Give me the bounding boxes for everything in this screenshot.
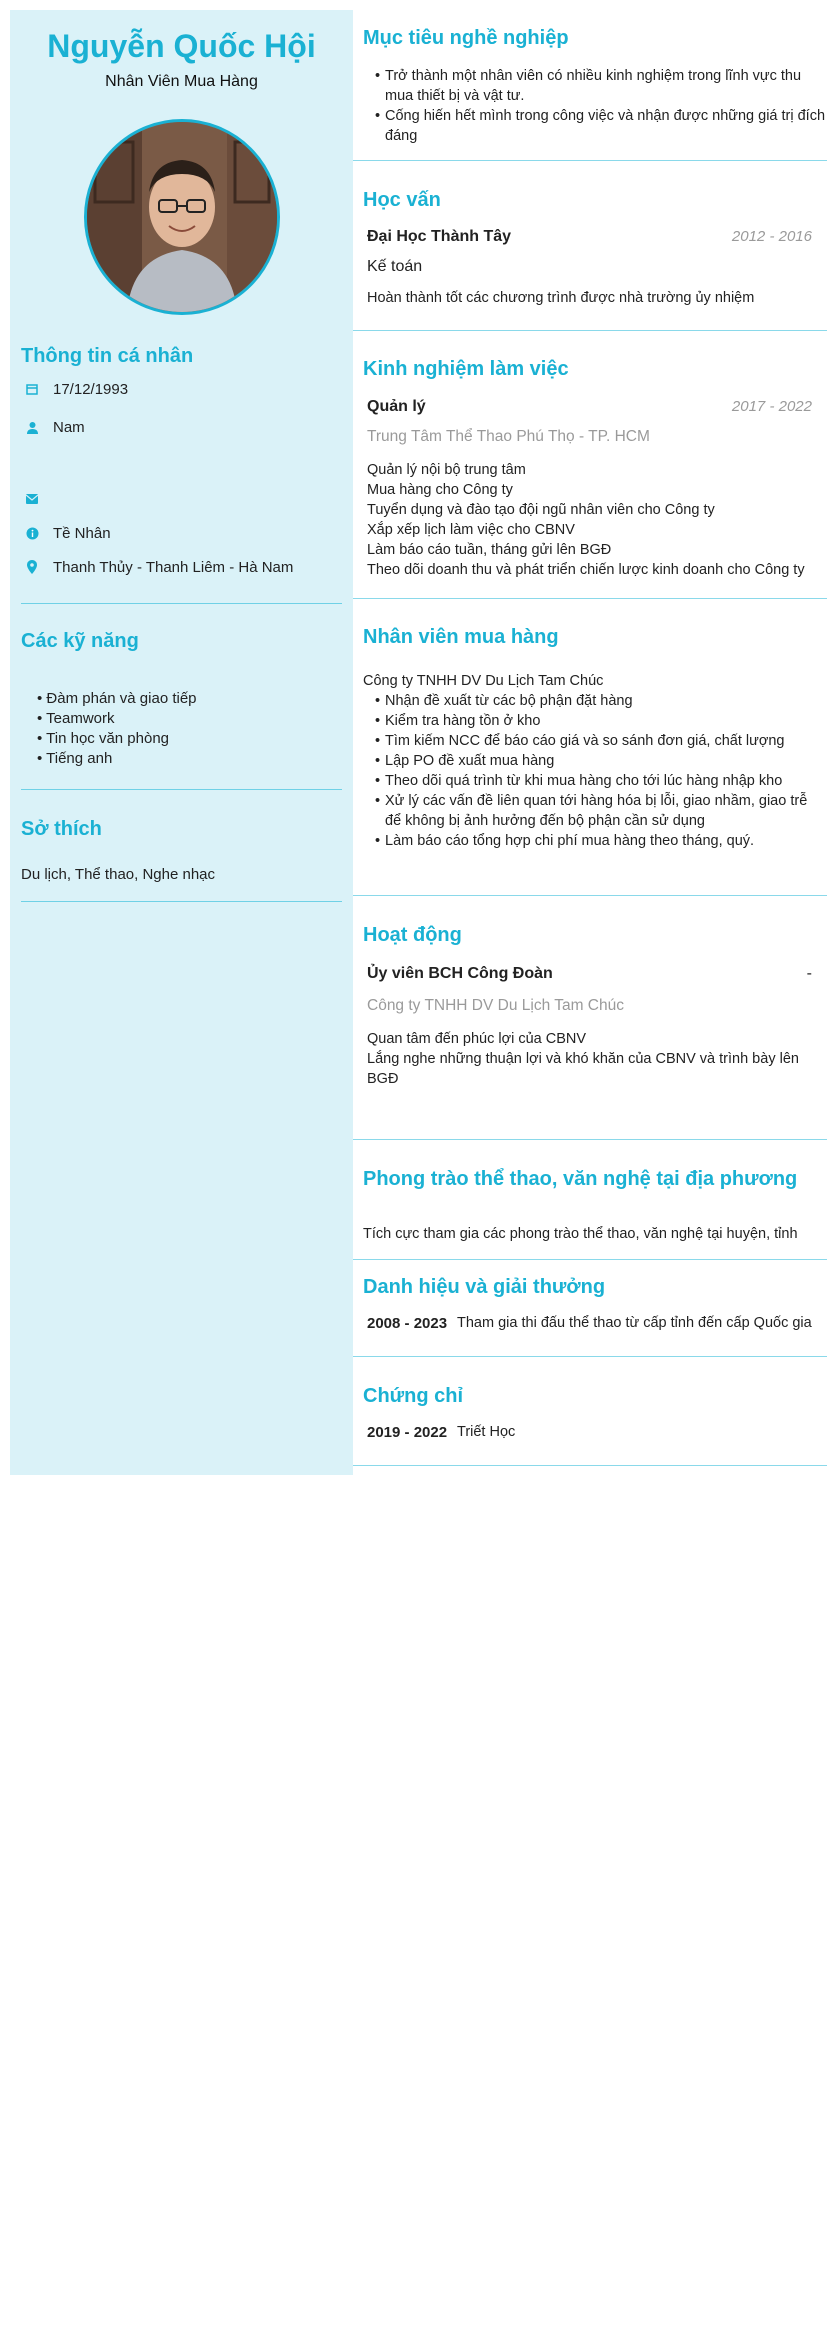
skill-item: • Đàm phán và giao tiếp [37,689,342,709]
gender-value: Nam [53,418,85,436]
purchasing-item: • Tìm kiếm NCC để báo cáo giá và so sánh đơn giá, chất lượng [375,731,827,751]
calendar-icon [25,382,39,396]
purchasing-company: Công ty TNHH DV Du Lịch Tam Chúc [363,673,604,689]
education-heading: Học vấn [363,189,441,211]
activity-desc: Quan tâm đến phúc lợi của CBNV Lắng nghe những thuận lợi và khó khăn của CBNV và trình bày lên BGĐ [367,1031,799,1087]
main-content [353,10,827,1466]
religion-row [21,516,342,550]
purchasing-item: • Làm báo cáo tổng hợp chi phí mua hàng theo tháng, quý. [375,831,827,851]
school-name: Đại Học Thành Tây [367,228,512,245]
address-row [21,550,342,584]
user-icon [25,420,39,434]
objective-list [363,66,827,146]
phone-row [21,448,342,482]
skills-list [37,689,342,769]
position-title: Quản lý [367,398,426,415]
objective-item: • Cống hiến hết mình trong công việc và nhận được những giá trị đích đáng [375,106,827,146]
divider [21,901,342,902]
major: Kế toán [367,258,423,275]
divider [21,789,342,790]
email-icon [25,492,39,506]
purchasing-item: • Xử lý các vấn đề liên quan tới hàng hóa bị lỗi, giao nhầm, giao trễ để không bị ảnh hưởng đến bộ phận cần sử dụng [375,791,827,831]
divider [21,603,342,604]
email-row [21,482,342,516]
award-row: 2008 - 2023 Tham gia thi đấu thể thao từ cấp tỉnh đến cấp Quốc gia [367,1315,812,1332]
cert-row: 2019 - 2022 Triết Học [367,1424,516,1441]
job-title: Nhân Viên Mua Hàng [105,73,258,90]
skills-heading: Các kỹ năng [21,630,139,652]
purchasing-item: • Kiểm tra hàng tồn ở kho [375,711,827,731]
personal-info-heading: Thông tin cá nhân [21,345,194,367]
experience-desc: Quản lý nội bộ trung tâm Mua hàng cho Công ty Tuyển dụng và đào tạo đội ngũ nhân viên cho Công ty Xắp xếp lịch làm việc cho CBNV Làm báo cáo tuần, tháng gửi lên BGĐ Theo dõi doanh thu và phát triển chiến lược kinh doanh cho Công ty [367,462,805,578]
sidebar [10,10,353,1475]
gender-row [21,410,342,444]
activity-org: Công ty TNHH DV Du Lịch Tam Chúc [367,997,624,1014]
certs-heading: Chứng chỉ [363,1385,464,1407]
skill-item: • Tin học văn phòng [37,729,342,749]
divider [353,1465,827,1466]
avatar [84,119,280,315]
activities-heading: Hoạt động [363,924,462,946]
hobbies-text: Du lịch, Thể thao, Nghe nhạc [21,866,216,883]
objective-item: • Trở thành một nhân viên có nhiều kinh nghiệm trong lĩnh vực thu mua thiết bị và vật tư. [375,66,827,106]
candidate-name: Nguyễn Quốc Hội [47,28,316,64]
portrait-image [87,122,277,312]
purchasing-item: • Theo dõi quá trình từ khi mua hàng cho tới lúc hàng nhập kho [375,771,827,791]
education-desc: Hoàn thành tốt các chương trình được nhà trường ủy nhiệm [367,290,755,306]
purchasing-list [363,691,827,851]
movement-text: Tích cực tham gia các phong trào thể thao, văn nghệ tại huyện, tỉnh [363,1226,798,1242]
experience-heading: Kinh nghiệm làm việc [363,358,569,380]
company-name: Trung Tâm Thể Thao Phú Thọ - TP. HCM [367,428,650,445]
dob-value: 17/12/1993 [53,380,129,398]
objective-heading: Mục tiêu nghề nghiệp [363,27,569,49]
experience-years: 2017 - 2022 [731,398,812,415]
info-icon [25,526,39,540]
hobbies-heading: Sở thích [21,818,102,840]
purchasing-item: • Lập PO đề xuất mua hàng [375,751,827,771]
education-years: 2012 - 2016 [731,228,812,245]
movement-heading: Phong trào thể thao, văn nghệ tại địa phương [363,1168,798,1190]
awards-heading: Danh hiệu và giải thưởng [363,1276,606,1298]
purchasing-heading: Nhân viên mua hàng [363,626,559,648]
activity-role: Ủy viên BCH Công Đoàn [367,965,553,982]
location-pin-icon [25,560,39,574]
skill-item: • Tiếng anh [37,749,342,769]
dob-row [21,372,342,406]
activity-dash: - [806,965,812,982]
address-value: Thanh Thủy - Thanh Liêm - Hà Nam [53,558,294,576]
purchasing-item: • Nhận đề xuất từ các bộ phận đặt hàng [375,691,827,711]
skill-item: • Teamwork [37,709,342,729]
religion-value: Tề Nhân [53,524,111,542]
